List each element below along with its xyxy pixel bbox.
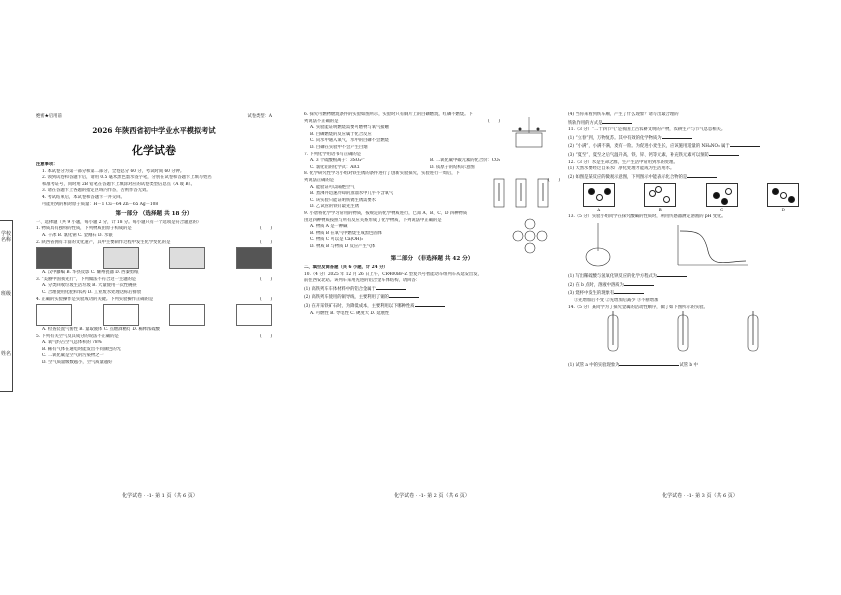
q10-sub4: (4) 当你来看到铁车厢，产生了什么现象？请写出最合理的 [568,112,679,117]
q9-option-b: B. 物质 B 在氧气中燃烧生成黑色固体 [310,230,382,236]
q1-options: A. 干冰 B. 氯化钠 C. 金刚石 D. 水银 [42,232,113,238]
q8-stem2: 列说法正确的是 [304,177,335,183]
exam-title: 2026 年陕西省初中学业水平模拟考试 [92,126,216,135]
q10-sub1: (1) 高铁列车车体材料中的铝合金属于 [304,286,376,292]
q11-sub1: (1) “立春”到，万物复苏。其中有效的化学物质为 [568,135,662,141]
q11-sub2: (2) “小满”，小满不满，麦有一险。为促进小麦生长，应该施用适量的 NH₄NO₃ 属于 [568,144,730,150]
q6-option-d: D. 白磷在实验中不会产生白烟 [310,144,368,150]
q8-stem: 8. 化学研究性学习小组对铁生锈的条件进行了创新实验探究，实验进行一周后，下 [304,171,460,177]
q5-stem: 5. 下列有关空气及其成分的说法不正确的是 ( ) [36,333,272,339]
secret-mark: 绝密★启用前 [36,114,62,119]
column-1 [36,162,272,367]
q2-options: A. 汉中藤编 B. 华县皮影 C. 耀州瓷器 D. 西秦剪纸 [42,270,139,276]
notes-title: 注意事项： [36,162,58,167]
footer-page-2: 化学试卷 · -1- 第 2 页（共 6 页） [394,493,470,499]
q11-sub3: (3) “夏至”，夏至之后气温升高，铁、锌、钙等元素，补充铁元素可以预防 [568,152,709,158]
q13-apparatus-and-ph-graph [568,221,768,269]
note-5: 4. 考试结束后，本试卷和答题卡一并交回。 [42,194,125,200]
q12-option-a: A [583,183,615,214]
q5-option-d: D. 空气质量级数越小，空气质量越好 [42,360,113,366]
part2-title: 第二部分 （非选择题 共 42 分） [390,256,474,263]
binding-margin [0,220,13,392]
q4-options: A. 检查装置气密性 B. 量取液体 C. 点燃酒精灯 D. 稀释浓硫酸 [42,327,160,333]
q12-option-c: C [706,183,738,214]
q8-option-a: A. 能验证可以隔绝空气 [310,184,355,190]
q13-blank-3[interactable] [614,289,644,294]
subject-title: 化学试卷 [132,144,176,157]
q4-images [36,304,272,326]
q14-sub2: 试管 b 中 [679,362,698,368]
q13-sub2: (2) 在 b 点时，溶液中溶质为 [568,282,624,288]
q12-molecule-images [568,183,814,214]
q14-blank-1[interactable] [619,361,679,366]
exam-type: 试卷类型：A [247,114,272,119]
column-2: 6. 探究可燃物燃烧条件的实验如图所示，实验时只有铜片上的白磷燃烧，红磷不燃烧。下 列说法不正确的是 ( ) A. 实验能证明燃烧需要可燃物与氧气接触 B. 白磷燃烧的反应属于化合反应 C. 向水中通入氧气，水中的白磷不会燃烧 D. 白磷在实验中不会产生白烟 7. 下列化学用语书写正确的是 A. 3 个硫酸根离子：3SO₄²⁻ B. 二氧化碳中碳元素的化合价：C̊O₂ C. 氯化铝的化学式：AlCl D. 镁原子的结构示意图 8. 化学研究性学习小组对铁生锈的条件进行了创新实验探究，实验进行一周后，下 列说法正确的是 ( ) A. 能验证可以隔绝空气 B. 煮沸并迅速冷却的蒸馏水中几乎不含氧气 C. 该实验只能证明铁锈生锈需要水 D. 乙试管的铁钉最先生锈 9. 小唐将化学学习常用的物质，按规定的化学物质进行，已知 A、B、C、D 四种物质 由这四种物质按照与所有反应关系形成了化学物质，下列说法中正确的是 A. 物质 A 是一种碱 B. 物质 B 在氧气中燃烧生成黑色固体 C. 物质 C 可以是 Ca(OH)₂ D. 物质 B 与物质 D 反应产生气体 第二部分 （非选择题 共 42 分） 二、填空及简答题（共 6 小题，计 24 分） 10.（4 分）2025 年 12 月 26 日上午，CR400BF-Z 型复兴号智能动车组列车从延安出发， 前往西安北站。该列车采用先进的铝合金车体结构，请回答： (1) 高铁列车车体材料中的铝合金属于 (2) 高铁列车使用的铜导线，主要利用了铜的 (3) 在开采铁矿石时，为降低成本，主要利用以下哪种性质 A. 可燃性 B. 导电性 C. 硬度大 D. 延展性 [304,112,560,316]
q7-option-b: B. 二氧化碳中碳元素的化合价：C̊O₂ [430,158,501,164]
note-3: 和准考证号，同时用 2B 铅笔在答题卡上填涂对应的试卷类型信息点（A 或 B）。 [42,181,195,187]
q3-options-2: C. 合理使用化肥和农药 D. 工业废水处理达标后排放 [42,289,142,295]
binding-label-class: 班级 [1,291,12,297]
q5-option-c: C. 二氧化碳是空气的污染物之一 [42,353,104,359]
q2-stem: 2. 陕西省拥有丰富的文化遗产，其中主要制作过程中发生化学变化的是 ( ) [36,239,272,245]
q12-sub1: (1) 天然水要经过自来水厂净化处理才能成为生活用水。 [568,166,675,172]
q8-apparatus-figure [486,173,556,211]
q5-option-a: A. 氧气约占空气总体积的 78% [42,340,102,346]
q2-image-d [236,247,272,269]
q13-sub3: (3) 烧杯中发生的现象有 [568,291,615,297]
q3-options-1: A. 分类回收垃圾生活垃圾 B. 大量使用一次性碗筷 [42,283,137,289]
q10-sub3: (3) 在开采铁矿石时，为降低成本，主要利用以下哪种性质 [304,304,415,310]
part2-section: 二、填空及简答题（共 6 小题，计 24 分） [304,265,388,271]
q9-option-c: C. 物质 C 可以是 Ca(OH)₂ [310,237,363,243]
q8-option-d: D. 乙试管的铁钉最先生锈 [310,204,359,210]
q10-sub2: (2) 高铁列车使用的铜导线，主要利用了铜的 [304,295,389,301]
q10-sub5: 铁轨作用的方式是 [568,120,603,126]
q11-blank-1[interactable] [662,134,692,139]
q10-blank-2[interactable] [389,293,419,298]
column-3 [568,112,814,369]
q2-images [36,247,272,269]
q11-blank-2[interactable] [730,142,760,147]
q4-stem: 4. 正确的实验操作是实验成功的关键。下列实验操作正确的是 ( ) [36,296,272,302]
binding-label-school: 学校名称 [1,231,12,243]
q9-option-d: D. 物质 B 与物质 D 反应产生气体 [310,243,376,249]
q13-stem: 13.（5 分）实验小组同学在探究酸碱的性质时，利用传感器测定溶液的 pH 变化。 [568,213,726,219]
part1-section: 一、选择题（共 9 小题，每小题 2 分，计 18 分。每小题只有一个选项是符合题意的） [36,219,202,225]
note-2: 2. 领到试卷和答题卡后，请用 0.5 毫米黑色墨水签字笔，分别在试卷和答题卡上填写姓名 [42,175,212,181]
q12-stem: 12.（3 分）水是生命之源，生产生活中常用到水的处理。 [568,159,678,165]
q12-blank-1[interactable] [687,173,717,178]
q6-apparatus-figure [506,115,556,149]
q1-stem: 1. 物质具有独特的性质，下列物质由原子构成的是 ( ) [36,226,272,232]
note-6: 可能用到的相对原子质量：H－1 Cu－64 Zn－65 Ag－108 [42,201,159,207]
part1-title: 第一部分 （选择题 共 18 分） [115,211,193,218]
q4-image-d [236,304,272,326]
footer-page-3: 化学试卷 · -1- 第 3 页（共 6 页） [662,493,738,499]
q10-blank-1[interactable] [376,285,406,290]
q2-image-c [169,247,205,269]
q5-option-b: B. 稀有气体在通电时能发出不同颜色的光 [42,346,121,352]
q7-stem: 7. 下列化学用语书写正确的是 [304,151,362,157]
q13-blank-1[interactable] [657,272,687,277]
q7-option-d: D. 镁原子的结构示意图 [430,164,475,170]
q12-option-d: D [767,183,799,214]
q14-test-tubes-figure [568,311,798,357]
q11-stem: 11.（3 分）“二十四节气”是我国上古农耕文明的产物，农耕生产与节气息息相关。 [568,127,726,133]
q10-blank-4[interactable] [602,119,632,124]
q9-stem2: 由这四种物质按照与所有反应关系形成了化学物质，下列说法中正确的是 [304,217,442,223]
binding-label-name: 姓名 [1,351,12,357]
q13-options: ①先增加后不变 ②先增加后减少 ③不断增加 [574,297,659,303]
q8-option-b: B. 煮沸并迅速冷却的蒸馏水中几乎不含氧气 [310,191,394,197]
q7-option-c: C. 氯化铝的化学式：AlCl [310,164,360,170]
q6-option-c: C. 向水中通入氧气，水中的白磷不会燃烧 [310,138,389,144]
q4-image-c [169,304,205,326]
q13-blank-2[interactable] [624,281,654,286]
q14-sub1: (1) 试管 a 中的实验现象为 [568,362,620,368]
q14-stem: 14.（5 分）某同学为了探究金属的活动性顺序，做了如下图所示的实验。 [568,304,708,310]
note-1: 1. 本试卷分为第一部分和第二部分，全卷总分 60 分，考试时间 60 分钟。 [42,168,185,174]
q7-option-a: A. 3 个硫酸根离子：3SO₄²⁻ [310,158,365,164]
q8-option-c: C. 该实验只能证明铁锈生锈需要水 [310,197,377,203]
q11-blank-3[interactable] [709,151,739,156]
q10-stem2: 前往西安北站。该列车采用先进的铝合金车体结构，请回答： [304,278,421,284]
note-4: 3. 请在答题卡上各题的指定区域内作答，否则作答无效。 [42,188,151,194]
q12-sub2: (2) 如图是某反应的微观示意图，下列图示中能表示化合物的是 [568,174,688,180]
q3-stem: 3. “美丽中国我先行”，下列做法不符合这一主题的是 ( ) [36,276,272,282]
q9-flower-diagram [510,216,550,256]
q10-options: A. 可燃性 B. 导电性 C. 硬度大 D. 延展性 [310,310,390,316]
q4-image-b [103,304,139,326]
q2-image-a [36,247,72,269]
q9-option-a: A. 物质 A 是一种碱 [310,224,348,230]
q10-blank-3[interactable] [415,302,445,307]
footer-page-1: 化学试卷 · -1- 第 1 页（共 6 页） [122,493,198,499]
q6-stem: 6. 探究可燃物燃烧条件的实验如图所示，实验时只有铜片上的白磷燃烧，红磷不燃烧。下 [304,112,473,117]
q9-stem: 9. 小唐将化学学习常用的物质，按规定的化学物质进行，已知 A、B、C、D 四种物质 [304,210,467,216]
q13-sub1: (1) 写出稀硫酸与氢氧化钡反应的化学方程式为 [568,274,658,280]
q4-image-a [36,304,72,326]
q6-option-a: A. 实验能证明燃烧需要可燃物与氧气接触 [310,125,389,131]
q2-image-b [103,247,139,269]
q10-stem: 10.（4 分）2025 年 12 月 26 日上午，CR400BF-Z 型复兴号智能动车组列车从延安出发， [304,271,482,277]
header-row [36,113,272,119]
q12-option-b: B [644,183,676,214]
q6-stem2: 列说法不正确的是 [304,118,339,124]
q6-option-b: B. 白磷燃烧的反应属于化合反应 [310,131,372,137]
